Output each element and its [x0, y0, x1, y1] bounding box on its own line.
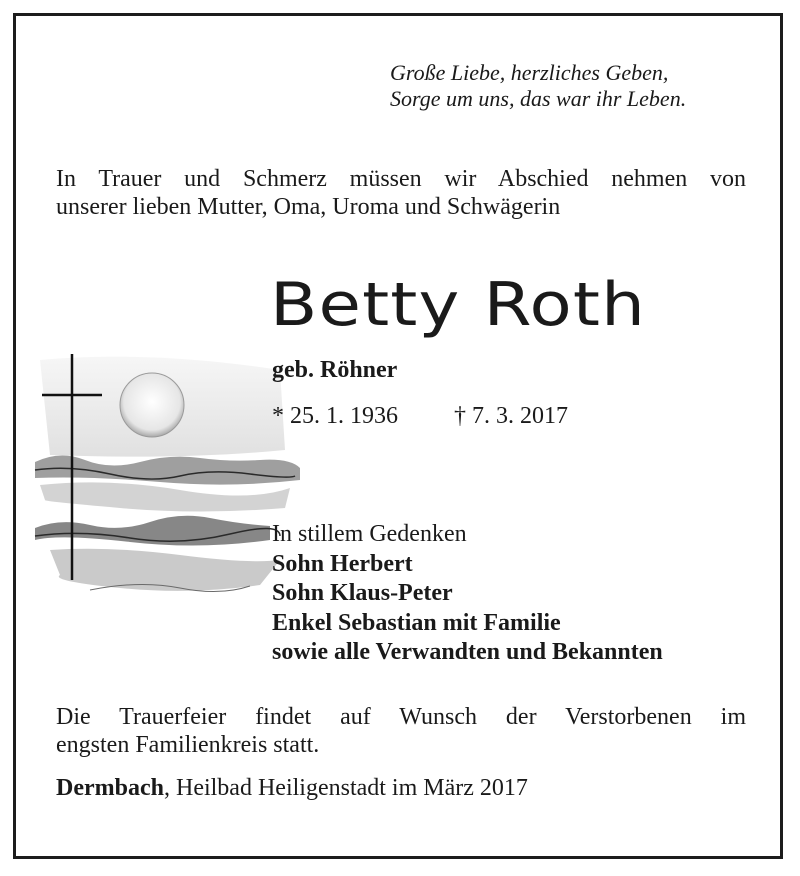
- intro-line-1: In Trauer und Schmerz müssen wir Abschied nehmen von: [56, 166, 746, 192]
- motto-line-1: Große Liebe, herzliches Geben,: [390, 60, 669, 85]
- mourners-block: [272, 520, 663, 668]
- service-line-1: Die Trauerfeier findet auf Wunsch der Verstorbenen im: [56, 704, 746, 730]
- place-name: Dermbach: [56, 775, 164, 801]
- motto-line-2: Sorge um uns, das war ihr Leben.: [390, 86, 687, 111]
- mourners-heading: In stillem Gedenken: [272, 521, 467, 547]
- intro-line-2: unserer lieben Mutter, Oma, Uroma und Schwägerin: [56, 194, 561, 220]
- mourner-line: Sohn Klaus-Peter: [272, 580, 453, 606]
- birth-date: * 25. 1. 1936: [272, 403, 398, 429]
- mourner-line: Enkel Sebastian mit Familie: [272, 609, 561, 636]
- service-line-2: engsten Familienkreis statt.: [56, 732, 320, 758]
- cross-landscape-icon: [30, 350, 310, 610]
- motto-verse: [390, 60, 750, 112]
- mourner-line: sowie alle Verwandten und Bekannten: [272, 639, 663, 665]
- birth-name: geb. Röhner: [272, 357, 398, 383]
- deceased-name: Betty Roth: [270, 270, 647, 340]
- death-date: † 7. 3. 2017: [454, 403, 568, 429]
- place-rest: , Heilbad Heiligenstadt im März 2017: [163, 775, 528, 801]
- intro-text: [56, 165, 746, 221]
- life-dates: [272, 403, 568, 430]
- place-and-date: [56, 775, 528, 802]
- mourner-line: Sohn Herbert: [272, 550, 413, 577]
- service-notice: [56, 703, 746, 759]
